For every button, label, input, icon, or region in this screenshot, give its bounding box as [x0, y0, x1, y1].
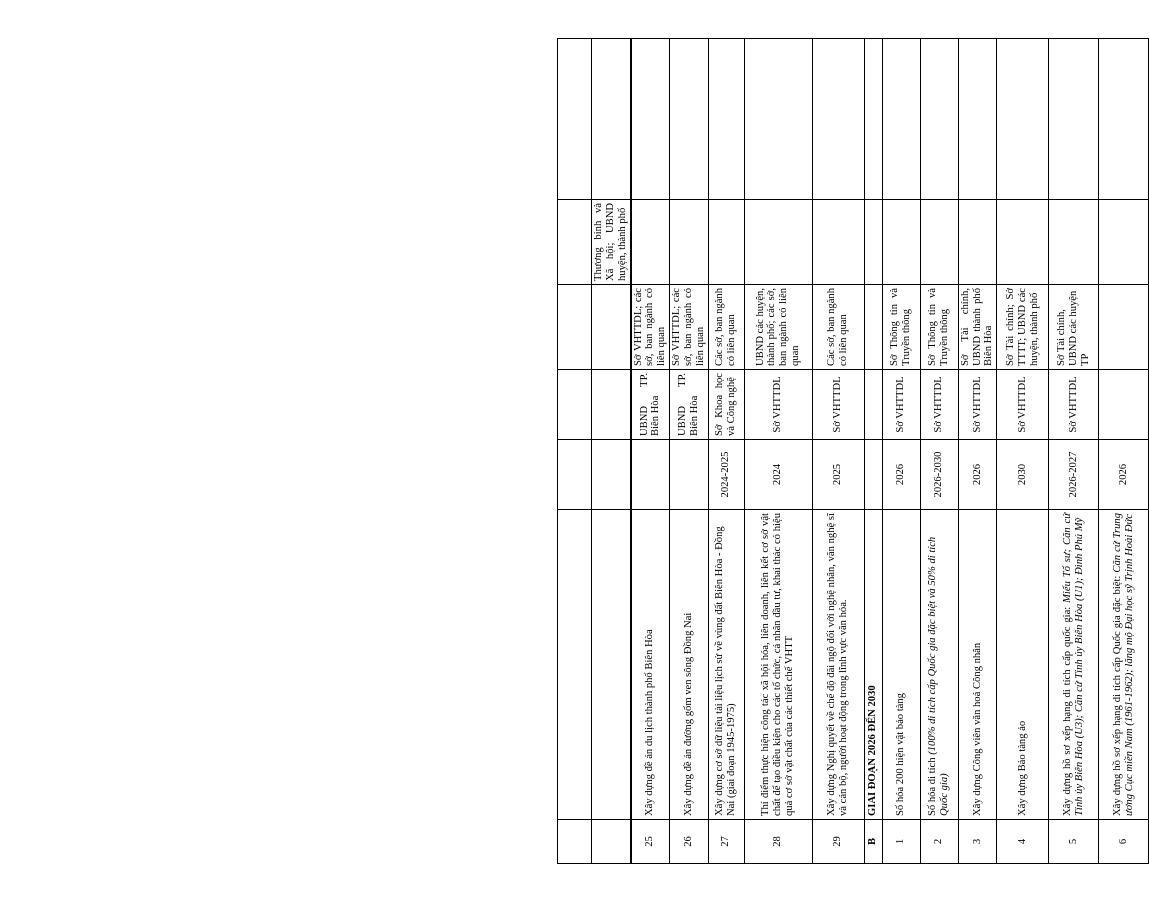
extra-cell	[1049, 200, 1099, 285]
lead-cell	[1099, 370, 1149, 440]
time-cell	[670, 440, 709, 510]
extra-cell	[744, 39, 812, 200]
coord-cell: Sở VHTTDL; các sở, ban ngành có liên quan	[631, 285, 670, 370]
time-cell: 2030	[997, 440, 1049, 510]
time-cell	[592, 440, 631, 510]
content-text: Xây dựng hồ sơ xếp hạng di tích cấp quốc gia:	[1061, 602, 1073, 816]
lead-cell	[558, 285, 592, 370]
section-title: GIAI ĐOẠN 2026 ĐẾN 2030	[864, 510, 882, 820]
table-row	[592, 39, 631, 864]
content-cell: Xây dựng Công viên văn hoá Công nhân	[958, 510, 997, 820]
time-cell: 2025	[812, 440, 864, 510]
stt-cell	[558, 820, 592, 864]
content-cell: Xây dựng đề án du lịch thành phố Biên Hòa	[631, 510, 670, 820]
time-cell: 2026	[1099, 440, 1149, 510]
table-row	[744, 39, 812, 864]
lead-cell	[864, 370, 882, 440]
lead-cell: Sở VHTTDL	[997, 370, 1049, 440]
content-cell: Xây dựng đề án đường gốm ven sông Đồng Nai	[670, 510, 709, 820]
extra-cell	[882, 39, 920, 200]
coord-cell: UBND các huyện, thành phố; các sở, ban ngành có liên quan	[744, 285, 812, 370]
coord-cell: Sở Thông tin và Truyền thông	[920, 285, 958, 370]
table-row	[920, 39, 958, 864]
stt-cell: 1	[882, 820, 920, 864]
content-cell: Xây dựng Nghị quyết về chế độ đãi ngộ đối với nghệ nhân, văn nghệ sĩ và cán bộ, người hoạt động trong lĩnh vực văn hóa.	[812, 510, 864, 820]
section-row	[864, 39, 882, 864]
table-row	[997, 39, 1049, 864]
rotated-page	[557, 39, 1135, 864]
time-cell: 2026	[882, 440, 920, 510]
lead-cell: Sở VHTTDL	[882, 370, 920, 440]
extra-cell	[958, 39, 997, 200]
lead-cell: Sở VHTTDL	[812, 370, 864, 440]
coord-cell	[558, 200, 592, 285]
lead-cell: UBND TP. Biên Hòa	[670, 370, 709, 440]
content-italic: Miếu Tổ sư; Căn cứ Tỉnh ủy Biên Hòa (U3); Căn cứ Tỉnh ủy Biên Hòa (U1); Đình Phú Mỹ	[1061, 513, 1085, 816]
stt-cell: 2	[920, 820, 958, 864]
plan-table	[557, 38, 631, 864]
coord-cell	[864, 285, 882, 370]
table-row	[558, 39, 592, 864]
content-italic: Căn cứ Trung ương Cục miền Nam (1961-1962); lăng mộ Đại học sỹ Trịnh Hoài Đức	[1111, 513, 1135, 816]
stt-cell: 27	[708, 820, 744, 864]
table-row	[670, 39, 709, 864]
table-row	[882, 39, 920, 864]
table-row	[708, 39, 744, 864]
time-cell	[631, 440, 670, 510]
lead-cell: Sở VHTTDL	[744, 370, 812, 440]
extra-cell	[631, 200, 670, 285]
stt-cell: 28	[744, 820, 812, 864]
content-cell	[920, 510, 958, 820]
content-text: Số hóa di tích	[927, 754, 939, 816]
coord-cell: Thương binh và Xã hội; UBND huyện, thành phố	[592, 200, 631, 285]
content-cell	[592, 510, 631, 820]
time-cell	[558, 440, 592, 510]
lead-cell	[592, 370, 631, 440]
coord-cell: Sở VHTTDL; các sở, ban ngành có liên quan	[670, 285, 709, 370]
content-cell: Thí điểm thực hiện công tác xã hội hóa, liên doanh, liên kết cơ sở vật chất để tạo điều kiện cho các tổ chức, cá nhân đầu tư, khai thác có hiệu quả cơ sở vật chất của các thiết chế VHTT	[744, 510, 812, 820]
extra-cell	[997, 200, 1049, 285]
coord-cell: Các sở, ban ngành có liên quan	[812, 285, 864, 370]
coord-cell: Sở Tài chính, UBND thành phố Biên Hòa	[958, 285, 997, 370]
coord-cell	[1099, 285, 1149, 370]
extra-cell	[920, 39, 958, 200]
lead-cell: Sở VHTTDL	[920, 370, 958, 440]
lead-cell: UBND TP. Biên Hòa	[631, 370, 670, 440]
extra-cell	[812, 200, 864, 285]
extra-cell	[864, 39, 882, 200]
coord-cell: Sở Thông tin và Truyền thông	[882, 285, 920, 370]
time-cell: 2026-2027	[1049, 440, 1099, 510]
coord-cell: Các sở, ban ngành có liên quan	[708, 285, 744, 370]
lead-cell: Sở VHTTDL	[1049, 370, 1099, 440]
extra-cell	[592, 39, 631, 200]
time-cell	[864, 440, 882, 510]
extra-cell	[708, 39, 744, 200]
content-text: Xây dựng hồ sơ xếp hạng di tích cấp Quốc gia đặc biệt:	[1111, 572, 1123, 816]
stt-cell: 6	[1099, 820, 1149, 864]
extra-cell	[670, 39, 709, 200]
content-italic: (100% di tích cấp Quốc gia đặc biệt và 50% di tích Quốc gia)	[927, 536, 951, 816]
table-row	[1099, 39, 1149, 864]
extra-cell	[812, 39, 864, 200]
stt-cell	[592, 820, 631, 864]
content-cell: Số hóa 200 hiện vật bảo tàng	[882, 510, 920, 820]
extra-cell	[958, 200, 997, 285]
content-cell: Xây dựng Bảo tàng ảo	[997, 510, 1049, 820]
extra-cell	[1049, 39, 1099, 200]
content-cell	[558, 510, 592, 820]
content-cell	[1099, 510, 1149, 820]
plan-table-main	[631, 38, 1149, 864]
section-label: B	[864, 820, 882, 864]
table-row	[958, 39, 997, 864]
extra-cell	[631, 39, 670, 200]
table-row	[1049, 39, 1099, 864]
stt-cell: 29	[812, 820, 864, 864]
extra-cell	[920, 200, 958, 285]
extra-cell	[997, 39, 1049, 200]
extra-cell	[864, 200, 882, 285]
stt-cell: 26	[670, 820, 709, 864]
stt-cell: 3	[958, 820, 997, 864]
extra-cell	[558, 39, 592, 200]
extra-cell	[670, 200, 709, 285]
lead-cell	[558, 370, 592, 440]
stt-cell: 5	[1049, 820, 1099, 864]
table-row	[812, 39, 864, 864]
table-row	[631, 39, 670, 864]
time-cell: 2026-2030	[920, 440, 958, 510]
coord-cell: Sở Tài chính; Sở TTTT; UBND các huyện, thành phố	[997, 285, 1049, 370]
stt-cell: 4	[997, 820, 1049, 864]
lead-cell: Sở Khoa học và Công nghệ	[708, 370, 744, 440]
content-cell	[1049, 510, 1099, 820]
time-cell: 2024	[744, 440, 812, 510]
extra-cell	[708, 200, 744, 285]
extra-cell	[1099, 200, 1149, 285]
time-cell: 2024-2025	[708, 440, 744, 510]
lead-cell: Sở VHTTDL	[958, 370, 997, 440]
extra-cell	[882, 200, 920, 285]
time-cell: 2026	[958, 440, 997, 510]
lead-cell	[592, 285, 631, 370]
coord-cell: Sở Tài chính, UBND các huyện TP	[1049, 285, 1099, 370]
content-cell: Xây dựng cơ sở dữ liệu tài liệu lịch sử về vùng đất Biên Hòa - Đồng Nai (giai đoạn 1945-1975)	[708, 510, 744, 820]
extra-cell	[744, 200, 812, 285]
extra-cell	[1099, 39, 1149, 200]
stt-cell: 25	[631, 820, 670, 864]
